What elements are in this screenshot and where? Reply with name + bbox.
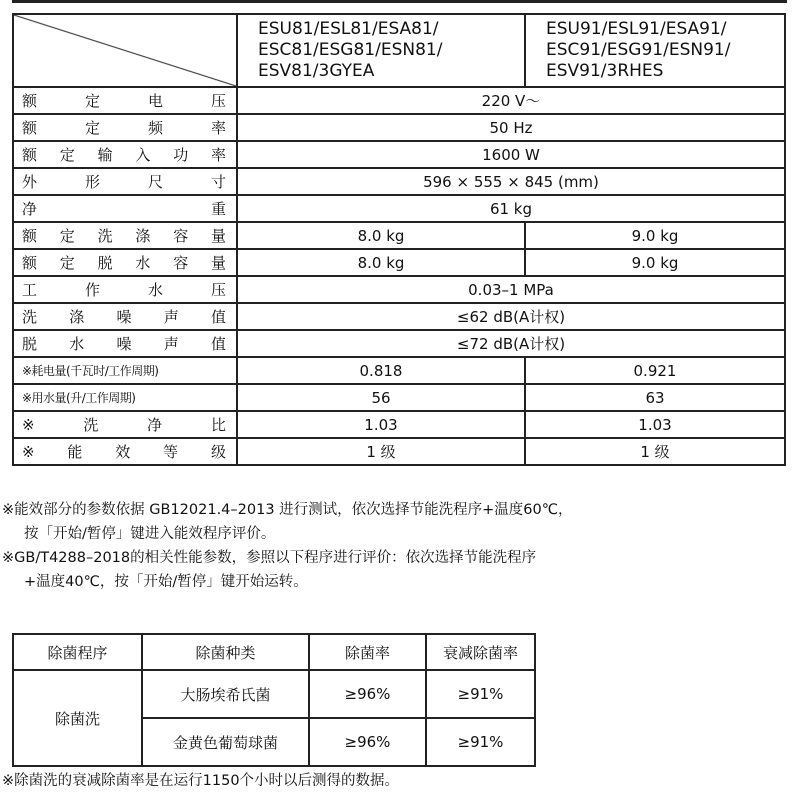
spec-label: 净重 xyxy=(13,195,237,222)
diagonal-corner-cell xyxy=(13,14,237,87)
spec-label: 额定脱水容量 xyxy=(13,249,237,276)
header-cell: 衰减除菌率 xyxy=(426,634,535,670)
germ-rate: ≥96% xyxy=(309,718,426,766)
note-line: ※GB/T4288–2018的相关性能参数，参照以下程序进行评价：依次选择节能洗程序 xyxy=(2,550,537,566)
spec-value: 0.03–1 MPa xyxy=(237,276,785,303)
spec-row xyxy=(13,384,785,411)
model-line: ESU81/ESL81/ESA81/ xyxy=(258,19,439,39)
spec-value-91: 0.921 xyxy=(525,357,785,384)
spec-value: 50 Hz xyxy=(237,114,785,141)
note-line: 按「开始/暂停」键进入能效程序评价。 xyxy=(24,526,276,542)
spec-label: ※洗净比 xyxy=(13,411,237,438)
header-cell: 除菌种类 xyxy=(142,634,309,670)
spec-label: 额定洗涤容量 xyxy=(13,222,237,249)
spec-row xyxy=(13,168,785,195)
spec-label: 脱水噪声值 xyxy=(13,330,237,357)
spec-row xyxy=(13,411,785,438)
spec-row xyxy=(13,87,785,114)
spec-row xyxy=(13,114,785,141)
note-line: +温度40℃，按「开始/暂停」键开始运转。 xyxy=(24,574,308,590)
spec-label: 工作水压 xyxy=(13,276,237,303)
spec-value: 596 × 555 × 845 (mm) xyxy=(237,168,785,195)
spec-label: ※耗电量(千瓦时/工作周期) xyxy=(13,357,237,384)
header-cell: 除菌程序 xyxy=(13,634,142,670)
germ-type: 大肠埃希氏菌 xyxy=(142,670,309,718)
spec-value: ≤62 dB(A计权) xyxy=(237,303,785,330)
spec-row xyxy=(13,141,785,168)
spec-value: 220 V～ xyxy=(237,87,785,114)
germ-decay-rate: ≥91% xyxy=(426,718,535,766)
spec-table xyxy=(12,13,786,466)
spec-row xyxy=(13,357,785,384)
model-group-81 xyxy=(237,14,525,87)
header-cell: 除菌率 xyxy=(309,634,426,670)
spec-value-91: 9.0 kg xyxy=(525,222,785,249)
model-line: ESV81/3GYEA xyxy=(258,61,375,81)
spec-label: ※能效等级 xyxy=(13,438,237,465)
notes xyxy=(2,498,798,594)
model-line: ESV91/3RHES xyxy=(546,61,664,81)
germ-rate: ≥96% xyxy=(309,670,426,718)
model-line: ESU91/ESL91/ESA91/ xyxy=(546,19,727,39)
spec-header-row xyxy=(13,14,785,87)
program-cell: 除菌洗 xyxy=(13,670,142,766)
spec-row xyxy=(13,249,785,276)
spec-label: 额定频率 xyxy=(13,114,237,141)
spec-label: ※用水量(升/工作周期) xyxy=(13,384,237,411)
spec-row xyxy=(13,222,785,249)
spec-label: 外形尺寸 xyxy=(13,168,237,195)
spec-row xyxy=(13,195,785,222)
spec-row xyxy=(13,276,785,303)
germ-header-row xyxy=(13,634,535,670)
note-line: ※能效部分的参数依据 GB12021.4–2013 进行测试，依次选择节能洗程序+温度60℃， xyxy=(2,502,573,518)
germ-decay-rate: ≥91% xyxy=(426,670,535,718)
spec-value-81: 1 级 xyxy=(237,438,525,465)
spec-value: 61 kg xyxy=(237,195,785,222)
spec-value-91: 63 xyxy=(525,384,785,411)
spec-value: ≤72 dB(A计权) xyxy=(237,330,785,357)
sterilization-table xyxy=(12,633,536,767)
model-line: ESC81/ESG81/ESN81/ xyxy=(258,40,443,60)
spec-value-81: 8.0 kg xyxy=(237,222,525,249)
model-group-91 xyxy=(525,14,785,87)
spec-row xyxy=(13,303,785,330)
spec-row xyxy=(13,330,785,357)
spec-value-91: 9.0 kg xyxy=(525,249,785,276)
spec-value-81: 56 xyxy=(237,384,525,411)
spec-label: 额定输入功率 xyxy=(13,141,237,168)
spec-row xyxy=(13,438,785,465)
spec-value-91: 1.03 xyxy=(525,411,785,438)
germ-type: 金黄色葡萄球菌 xyxy=(142,718,309,766)
spec-value-81: 8.0 kg xyxy=(237,249,525,276)
model-line: ESC91/ESG91/ESN91/ xyxy=(546,40,731,60)
germ-row xyxy=(13,670,535,718)
footnote: ※除菌洗的衰减除菌率是在运行1150个小时以后测得的数据。 xyxy=(2,773,400,789)
spec-value-91: 1 级 xyxy=(525,438,785,465)
spec-value-81: 1.03 xyxy=(237,411,525,438)
spec-label: 洗涤噪声值 xyxy=(13,303,237,330)
spec-value: 1600 W xyxy=(237,141,785,168)
spec-label: 额定电压 xyxy=(13,87,237,114)
spec-value-81: 0.818 xyxy=(237,357,525,384)
top-rule xyxy=(12,0,787,3)
